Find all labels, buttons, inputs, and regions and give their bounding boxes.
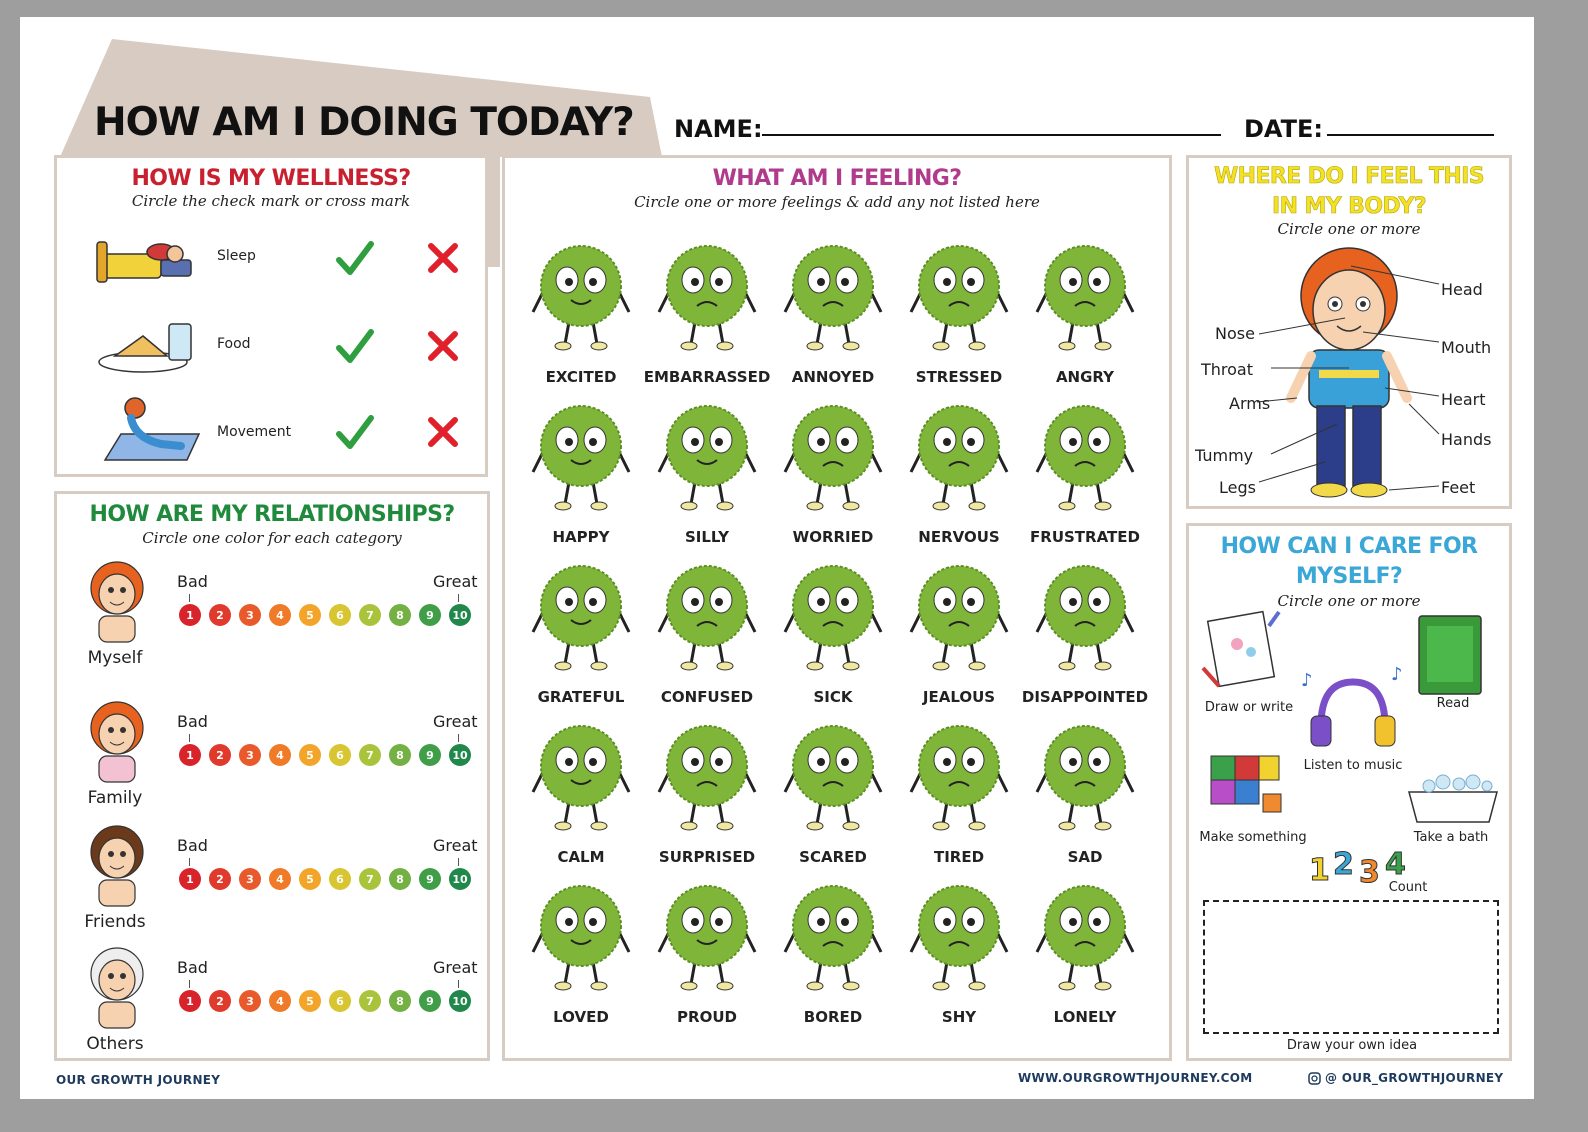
scale-bad-label: Bad [177,712,208,731]
monster-icon [769,716,897,834]
rating-dot-2[interactable]: 2 [209,604,231,626]
monster-icon [643,716,771,834]
rating-dot-8[interactable]: 8 [389,744,411,766]
footer-instagram[interactable] [1308,1071,1503,1085]
rating-dot-5[interactable]: 5 [299,604,321,626]
rating-dot-7[interactable]: 7 [359,868,381,890]
care-label-bath[interactable]: Take a bath [1413,830,1489,845]
monster-icon [1021,556,1149,674]
svg-text:2: 2 [1333,847,1354,882]
wellness-label-sleep: Sleep [217,248,256,264]
relationship-category-label: Family [87,788,143,808]
rating-dot-1[interactable]: 1 [179,744,201,766]
feeling-item[interactable] [643,556,771,706]
rating-dot-3[interactable]: 3 [239,868,261,890]
scale-tick [458,858,459,866]
monster-icon [517,716,645,834]
feeling-item[interactable] [1021,556,1149,706]
feeling-label: GRATEFUL [537,688,625,706]
avatar-icon [77,944,157,1030]
wellness-panel [54,155,488,477]
rating-dot-8[interactable]: 8 [389,868,411,890]
relationship-row [57,564,487,684]
headphones-icon[interactable] [1297,666,1407,756]
feeling-label: FRUSTRATED [1030,528,1140,546]
feeling-label: SURPRISED [658,848,756,866]
sandwich-icon [97,310,201,380]
feeling-label: SCARED [799,848,867,866]
scale-bad-label: Bad [177,836,208,855]
monster-icon [1021,876,1149,994]
wellness-label-food: Food [217,336,251,352]
rating-dot-6[interactable]: 6 [329,604,351,626]
rating-dot-2[interactable]: 2 [209,868,231,890]
cross-icon[interactable] [425,414,461,450]
name-field[interactable] [762,134,1221,136]
feeling-item[interactable] [895,396,1023,546]
feeling-item[interactable] [769,716,897,866]
feeling-item[interactable] [643,236,771,386]
body-label-hands[interactable]: Hands [1441,430,1492,449]
feeling-label: SHY [941,1008,977,1026]
relationship-row [57,704,487,824]
rating-dot-10[interactable]: 10 [449,604,471,626]
monster-icon [895,556,1023,674]
rating-dot-1[interactable]: 1 [179,604,201,626]
feeling-label: EXCITED [545,368,617,386]
monster-icon [517,396,645,514]
rating-dot-10[interactable]: 10 [449,990,471,1012]
relationships-title: HOW ARE MY RELATIONSHIPS? [89,502,455,527]
rating-dot-9[interactable]: 9 [419,868,441,890]
feeling-label: PROUD [677,1008,737,1026]
monster-icon [517,876,645,994]
rating-scale [179,604,471,626]
relationship-row [57,828,487,948]
feeling-item[interactable] [517,236,645,386]
feeling-label: BORED [803,1008,863,1026]
feeling-item[interactable] [643,876,771,1026]
rating-dot-8[interactable]: 8 [389,604,411,626]
body-label-arms[interactable]: Arms [1229,394,1271,413]
feeling-item[interactable] [1021,396,1149,546]
feeling-item[interactable] [895,556,1023,706]
rating-dot-4[interactable]: 4 [269,990,291,1012]
avatar-icon [77,698,157,784]
body-panel [1186,155,1512,509]
care-label-read[interactable]: Read [1436,696,1470,711]
monster-icon [643,396,771,514]
rating-dot-6[interactable]: 6 [329,868,351,890]
scale-tick [458,980,459,988]
rating-scale [179,868,471,890]
care-label-make[interactable]: Make something [1199,830,1307,845]
bathtub-icon[interactable] [1403,764,1503,834]
rating-dot-7[interactable]: 7 [359,744,381,766]
avatar-icon [77,822,157,908]
cross-icon[interactable] [425,240,461,276]
rating-dot-7[interactable]: 7 [359,990,381,1012]
feeling-item[interactable] [643,396,771,546]
body-label-head[interactable]: Head [1441,280,1483,299]
care-panel [1186,523,1512,1061]
rating-dot-6[interactable]: 6 [329,744,351,766]
rating-scale [179,990,471,1012]
puzzle-icon[interactable] [1203,746,1289,816]
check-icon[interactable] [335,412,375,452]
monster-icon [517,236,645,354]
rating-dot-10[interactable]: 10 [449,868,471,890]
svg-text:♪: ♪ [1391,666,1403,685]
body-subtitle: Circle one or more [1277,220,1421,238]
monster-icon [769,236,897,354]
scale-tick [458,734,459,742]
scale-tick [189,980,190,988]
date-field[interactable] [1327,134,1494,136]
footer-brand: OUR GROWTH JOURNEY [56,1073,221,1087]
own-idea-box[interactable] [1203,900,1499,1034]
rating-scale [179,744,471,766]
rating-dot-10[interactable]: 10 [449,744,471,766]
monster-icon [1021,716,1149,834]
feelings-panel [502,155,1172,1061]
rating-dot-4[interactable]: 4 [269,744,291,766]
rating-dot-9[interactable]: 9 [419,604,441,626]
feeling-item[interactable] [517,396,645,546]
rating-dot-6[interactable]: 6 [329,990,351,1012]
feeling-item[interactable] [1021,716,1149,866]
scale-tick [189,594,190,602]
body-title-line2: IN MY BODY? [1272,194,1426,219]
relationship-category-label: Myself [87,648,143,668]
feeling-label: LONELY [1053,1008,1117,1026]
monster-icon [769,396,897,514]
rating-dot-8[interactable]: 8 [389,990,411,1012]
body-label-tummy[interactable]: Tummy [1195,446,1254,465]
feeling-item[interactable] [517,876,645,1026]
monster-icon [643,876,771,994]
monster-icon [1021,396,1149,514]
rating-dot-1[interactable]: 1 [179,868,201,890]
feeling-label: SAD [1067,848,1103,866]
scale-bad-label: Bad [177,572,208,591]
feeling-label: SILLY [684,528,730,546]
monster-icon [895,236,1023,354]
feeling-item[interactable] [895,716,1023,866]
monster-icon [517,556,645,674]
feeling-label: EMBARRASSED [643,368,771,386]
feeling-label: LOVED [553,1008,609,1026]
relationship-category-label: Friends [84,912,146,932]
feeling-label: JEALOUS [922,688,996,706]
worksheet [20,17,1534,1099]
feeling-item[interactable] [769,556,897,706]
feeling-label: WORRIED [792,528,874,546]
book-icon[interactable] [1413,612,1493,702]
care-label-count[interactable]: Count [1388,880,1428,895]
rating-dot-2[interactable]: 2 [209,990,231,1012]
rating-dot-5[interactable]: 5 [299,868,321,890]
feeling-label: NERVOUS [918,528,1000,546]
rating-dot-3[interactable]: 3 [239,990,261,1012]
name-label: NAME: [674,115,763,143]
relationship-category-label: Others [86,1034,144,1054]
rating-dot-7[interactable]: 7 [359,604,381,626]
monster-icon [643,556,771,674]
rating-dot-9[interactable]: 9 [419,990,441,1012]
scale-tick [458,594,459,602]
feeling-item[interactable] [895,876,1023,1026]
feeling-item[interactable] [1021,876,1149,1026]
wellness-title: HOW IS MY WELLNESS? [131,166,411,191]
feeling-item[interactable] [517,556,645,706]
wellness-row-sleep [57,218,485,298]
monster-icon [769,876,897,994]
svg-text:1: 1 [1309,853,1330,888]
cross-icon[interactable] [425,328,461,364]
avatar-icon [77,558,157,644]
relationships-panel [54,491,490,1061]
body-title-line1: WHERE DO I FEEL THIS [1213,164,1484,189]
rating-dot-1[interactable]: 1 [179,990,201,1012]
care-title-line1: HOW CAN I CARE FOR [1220,534,1478,559]
care-label-draw[interactable]: Draw or write [1204,700,1294,715]
monster-icon [769,556,897,674]
rating-dot-3[interactable]: 3 [239,604,261,626]
feelings-subtitle: Circle one or more feelings & add any not listed here [634,193,1040,211]
feeling-label: CONFUSED [660,688,754,706]
body-label-feet[interactable]: Feet [1441,478,1476,497]
bed-icon [95,224,199,294]
feeling-label: CALM [557,848,605,866]
date-label: DATE: [1244,115,1323,143]
body-label-legs[interactable]: Legs [1219,478,1256,497]
rating-dot-5[interactable]: 5 [299,744,321,766]
feeling-label: DISAPPOINTED [1021,688,1149,706]
feeling-label: SICK [813,688,853,706]
svg-text:♪: ♪ [1301,670,1313,691]
rating-dot-2[interactable]: 2 [209,744,231,766]
body-label-mouth[interactable]: Mouth [1441,338,1492,357]
scale-great-label: Great [433,836,478,855]
rating-dot-4[interactable]: 4 [269,604,291,626]
scale-great-label: Great [433,712,478,731]
feeling-item[interactable] [1021,236,1149,386]
feeling-item[interactable] [769,236,897,386]
scale-bad-label: Bad [177,958,208,977]
page-title: HOW AM I DOING TODAY? [94,100,634,145]
footer-instagram-handle: @ OUR_GROWTHJOURNEY [1325,1071,1504,1085]
feeling-item[interactable] [517,716,645,866]
svg-text:3: 3 [1359,855,1380,890]
feeling-item[interactable] [643,716,771,866]
feeling-item[interactable] [895,236,1023,386]
drawing-pad-icon[interactable] [1199,606,1289,696]
wellness-row-movement [57,392,485,472]
footer-website[interactable]: WWW.OURGROWTHJOURNEY.COM [1018,1071,1253,1085]
feeling-label: HAPPY [552,528,610,546]
feeling-item[interactable] [769,876,897,1026]
check-icon[interactable] [335,238,375,278]
scale-great-label: Great [433,572,478,591]
relationships-subtitle: Circle one color for each category [142,529,402,547]
scale-tick [189,858,190,866]
body-label-throat[interactable]: Throat [1201,360,1254,379]
scale-great-label: Great [433,958,478,977]
feelings-title: WHAT AM I FEELING? [712,166,962,191]
rating-dot-5[interactable]: 5 [299,990,321,1012]
scale-tick [189,734,190,742]
instagram-icon [1308,1072,1321,1085]
feeling-label: STRESSED [915,368,1003,386]
monster-icon [895,396,1023,514]
feeling-label: ANGRY [1055,368,1115,386]
feeling-label: TIRED [933,848,985,866]
monster-icon [643,236,771,354]
wellness-row-food [57,306,485,386]
wellness-subtitle: Circle the check mark or cross mark [131,192,411,210]
rating-dot-4[interactable]: 4 [269,868,291,890]
care-subtitle: Circle one or more [1277,592,1421,610]
monster-icon [895,716,1023,834]
relationship-row [57,950,487,1070]
feeling-item[interactable] [769,396,897,546]
rating-dot-9[interactable]: 9 [419,744,441,766]
wellness-label-movement: Movement [217,424,292,440]
body-label-nose[interactable]: Nose [1215,324,1255,343]
care-label-own: Draw your own idea [1286,1038,1418,1053]
care-label-music[interactable]: Listen to music [1303,758,1403,773]
monster-icon [1021,236,1149,354]
check-icon[interactable] [335,326,375,366]
care-title-line2: MYSELF? [1295,564,1403,589]
svg-text:4: 4 [1385,847,1406,882]
feeling-label: ANNOYED [791,368,875,386]
monster-icon [895,876,1023,994]
yoga-icon [91,392,201,468]
body-label-heart[interactable]: Heart [1441,390,1486,409]
rating-dot-3[interactable]: 3 [239,744,261,766]
